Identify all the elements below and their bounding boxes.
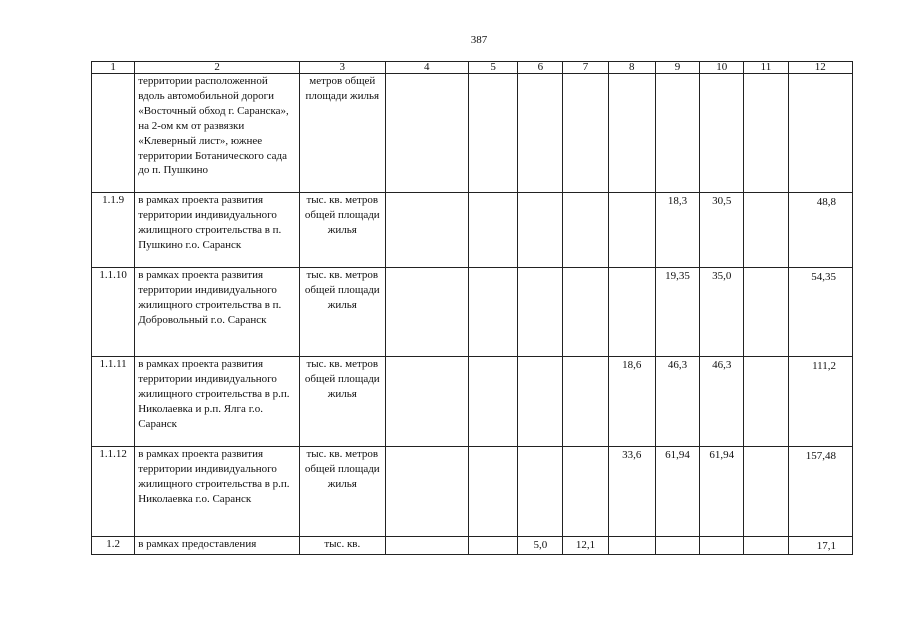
value-cell [608,193,655,268]
value-cell [385,74,468,193]
value-cell: 33,6 [608,447,655,537]
value-cell [385,268,468,357]
value-cell [468,537,517,555]
row-description: в рамках проекта развития территории индивидуального жилищного строительства в п. Пушкино г.о. Саранск [135,193,300,268]
value-cell: 35,0 [700,268,744,357]
value-cell [563,357,608,447]
row-unit: тыс. кв. метров общей площади жилья [300,193,385,268]
value-cell: 19,35 [655,268,699,357]
value-cell [563,193,608,268]
value-cell [563,268,608,357]
header-cell: 10 [700,62,744,74]
row-number: 1.2 [92,537,135,555]
table-row [92,447,853,537]
value-cell [468,357,517,447]
row-unit: тыс. кв. метров общей площади жилья [300,268,385,357]
value-cell [608,268,655,357]
value-cell [655,74,699,193]
value-cell [385,537,468,555]
total-cell: 157,48 [788,447,852,537]
header-cell: 8 [608,62,655,74]
total-cell: 54,35 [788,268,852,357]
value-cell [385,357,468,447]
header-cell: 2 [135,62,300,74]
table-row [92,268,853,357]
value-cell [744,74,788,193]
value-cell [744,357,788,447]
value-cell [518,193,563,268]
header-cell: 3 [300,62,385,74]
header-cell: 12 [788,62,852,74]
value-cell [700,537,744,555]
table-row [92,74,853,193]
table-row [92,537,853,555]
value-cell [518,447,563,537]
value-cell: 30,5 [700,193,744,268]
header-cell: 6 [518,62,563,74]
value-cell: 61,94 [700,447,744,537]
header-cell: 1 [92,62,135,74]
value-cell [608,74,655,193]
table-row [92,193,853,268]
value-cell [563,447,608,537]
value-cell [468,268,517,357]
page-number: 387 [470,34,488,46]
value-cell [744,537,788,555]
value-cell: 46,3 [700,357,744,447]
row-description: территории расположенной вдоль автомобильной дороги «Восточный обход г. Саранска», на 2-ом км от развязки «Клеверный лист», южнее территории Ботанического сада до п. Пушкино [135,74,300,193]
row-number: 1.1.10 [92,268,135,357]
value-cell: 5,0 [518,537,563,555]
total-cell [788,74,852,193]
row-description: в рамках проекта развития территории индивидуального жилищного строительства в р.п. Николаевка г.о. Саранск [135,447,300,537]
value-cell [563,74,608,193]
value-cell [744,193,788,268]
row-number: 1.1.12 [92,447,135,537]
row-description: в рамках проекта развития территории индивидуального жилищного строительства в п. Добровольный г.о. Саранск [135,268,300,357]
value-cell [518,268,563,357]
row-number: 1.1.11 [92,357,135,447]
table-row [92,357,853,447]
row-description: в рамках предоставления [135,537,300,555]
total-cell: 48,8 [788,193,852,268]
header-cell: 11 [744,62,788,74]
data-table [91,61,853,555]
row-unit: тыс. кв. метров общей площади жилья [300,447,385,537]
value-cell [518,74,563,193]
row-unit: тыс. кв. [300,537,385,555]
value-cell [655,537,699,555]
total-cell: 111,2 [788,357,852,447]
value-cell: 46,3 [655,357,699,447]
value-cell [385,193,468,268]
value-cell [700,74,744,193]
row-number: 1.1.9 [92,193,135,268]
value-cell [744,447,788,537]
value-cell [468,447,517,537]
value-cell [385,447,468,537]
row-number [92,74,135,193]
value-cell: 18,6 [608,357,655,447]
table-header-row [92,62,853,74]
value-cell [608,537,655,555]
row-unit: метров общей площади жилья [300,74,385,193]
value-cell: 12,1 [563,537,608,555]
row-description: в рамках проекта развития территории индивидуального жилищного строительства в р.п. Николаевка и р.п. Ялга г.о. Саранск [135,357,300,447]
total-cell: 17,1 [788,537,852,555]
header-cell: 5 [468,62,517,74]
header-cell: 4 [385,62,468,74]
value-cell [744,268,788,357]
header-cell: 7 [563,62,608,74]
value-cell [468,193,517,268]
header-cell: 9 [655,62,699,74]
value-cell [468,74,517,193]
value-cell [518,357,563,447]
value-cell: 18,3 [655,193,699,268]
value-cell: 61,94 [655,447,699,537]
row-unit: тыс. кв. метров общей площади жилья [300,357,385,447]
